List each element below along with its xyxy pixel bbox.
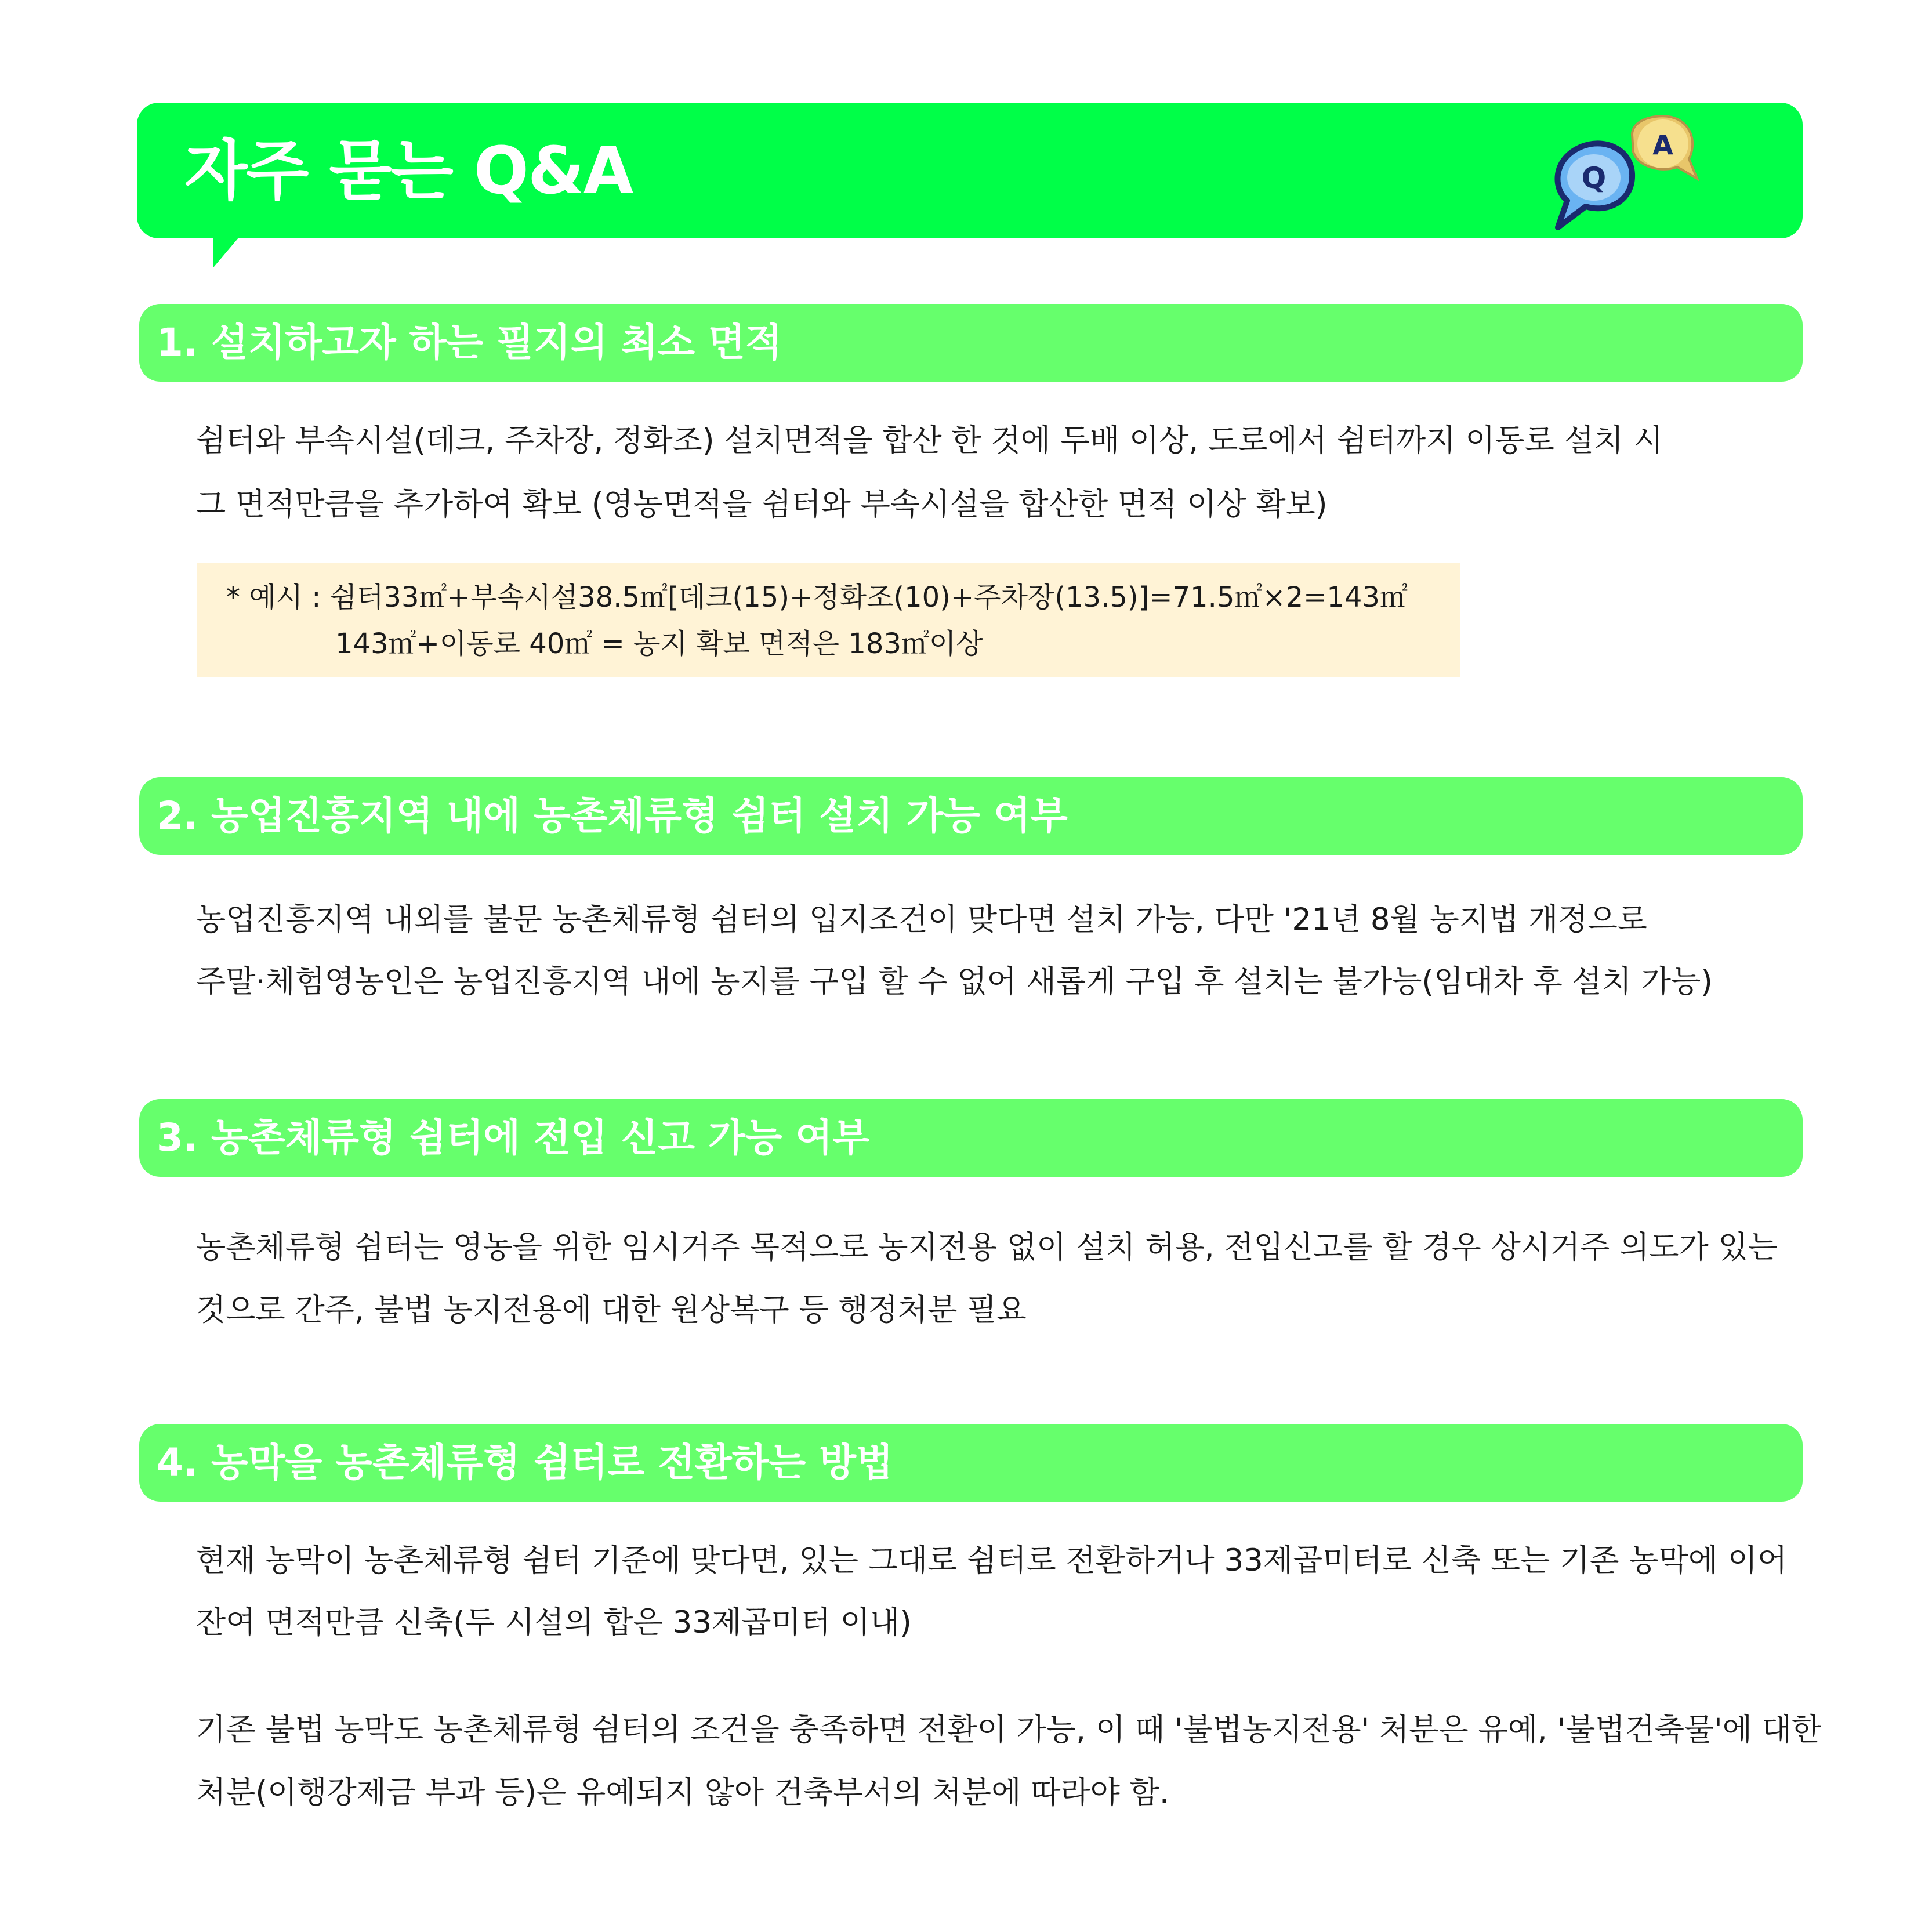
section-4-text-line-2: 잔여 면적만큼 신축(두 시설의 합은 33제곱미터 이내)	[196, 1605, 912, 1640]
section-1-text-line-1: 쉼터와 부속시설(데크, 주차장, 정화조) 설치면적을 합산 한 것에 두배 이상, 도로에서 쉼터까지 이동로 설치 시	[196, 423, 1663, 458]
section-title-4: 4. 농막을 농촌체류형 쉼터로 전환하는 방법	[157, 1440, 893, 1485]
header-banner-tail	[213, 237, 239, 267]
section-2-text-line-1: 농업진흥지역 내외를 불문 농촌체류형 쉼터의 입지조건이 맞다면 설치 가능, 다만 '21년 8월 농지법 개정으로	[196, 902, 1647, 937]
section-3-text-line-1: 농촌체류형 쉼터는 영농을 위한 임시거주 목적으로 농지전용 없이 설치 허용, 전입신고를 할 경우 상시거주 의도가 있는	[196, 1230, 1778, 1265]
answer-bubble-icon	[1632, 116, 1697, 179]
svg-text:Q: Q	[1581, 161, 1607, 195]
section-3-text-line-2: 것으로 간주, 불법 농지전용에 대한 원상복구 등 행정처분 필요	[196, 1292, 1027, 1328]
question-bubble-icon	[1557, 143, 1632, 227]
section-title-2: 2. 농업진흥지역 내에 농촌체류형 쉼터 설치 가능 여부	[157, 793, 1068, 838]
section-title-1: 1. 설치하고자 하는 필지의 최소 면적	[157, 320, 782, 365]
section-4-text-line-1: 현재 농막이 농촌체류형 쉼터 기준에 맞다면, 있는 그대로 쉼터로 전환하거나 33제곱미터로 신축 또는 기존 농막에 이어	[196, 1543, 1788, 1578]
section-title-3: 3. 농촌체류형 쉼터에 전입 신고 가능 여부	[157, 1115, 869, 1160]
example-line-2: 143㎡+이동로 40㎡ = 농지 확보 면적은 183㎡이상	[335, 628, 983, 660]
svg-text:A: A	[1652, 129, 1673, 161]
page-title: 자주 묻는 Q&A	[184, 133, 633, 209]
section-4-text-line-4: 처분(이행강제금 부과 등)은 유예되지 않아 건축부서의 처분에 따라야 함.	[196, 1775, 1169, 1810]
section-2-text-line-2: 주말·체험영농인은 농업진흥지역 내에 농지를 구입 할 수 없어 새롭게 구입 후 설치는 불가능(임대차 후 설치 가능)	[196, 964, 1713, 999]
example-line-1: * 예시 : 쉼터33㎡+부속시설38.5㎡[데크(15)+정화조(10)+주차장(13.5)]=71.5㎡×2=143㎡	[226, 581, 1408, 614]
section-4-text-line-3: 기존 불법 농막도 농촌체류형 쉼터의 조건을 충족하면 전환이 가능, 이 때 '불법농지전용' 처분은 유예, '불법건축물'에 대한	[196, 1712, 1822, 1748]
section-1-text-line-2: 그 면적만큼을 추가하여 확보 (영농면적을 쉼터와 부속시설을 합산한 면적 이상 확보)	[196, 487, 1328, 522]
qa-speech-bubbles-icon	[1545, 114, 1702, 241]
